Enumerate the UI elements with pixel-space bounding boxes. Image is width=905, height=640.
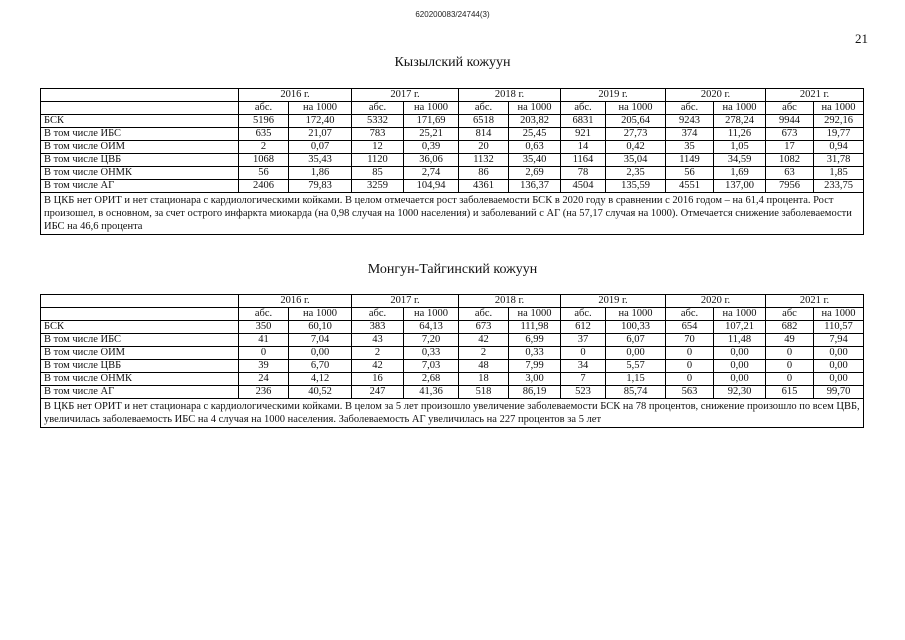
unit-header: абс.	[666, 308, 714, 321]
value-cell: 85,74	[606, 386, 666, 399]
value-cell: 60,10	[289, 321, 352, 334]
value-cell: 4361	[459, 180, 509, 193]
unit-header: на 1000	[509, 308, 561, 321]
value-cell: 236	[239, 386, 289, 399]
value-cell: 48	[459, 360, 509, 373]
value-cell: 233,75	[814, 180, 864, 193]
row-label: В том числе АГ	[41, 386, 239, 399]
value-cell: 0	[666, 373, 714, 386]
value-cell: 0	[766, 347, 814, 360]
row-label: В том числе ОНМК	[41, 167, 239, 180]
section-title-kyzyl: Кызылский кожуун	[394, 55, 511, 70]
unit-header: на 1000	[289, 102, 352, 115]
value-cell: 278,24	[714, 115, 766, 128]
value-cell: 39	[239, 360, 289, 373]
value-cell: 9243	[666, 115, 714, 128]
value-cell: 34	[561, 360, 606, 373]
value-cell: 0,00	[714, 347, 766, 360]
corner-cell	[41, 308, 239, 321]
year-header: 2021 г.	[766, 295, 864, 308]
value-cell: 41	[239, 334, 289, 347]
value-cell: 2	[352, 347, 404, 360]
unit-header: на 1000	[606, 308, 666, 321]
row-label: В том числе ЦВБ	[41, 360, 239, 373]
value-cell: 383	[352, 321, 404, 334]
value-cell: 814	[459, 128, 509, 141]
corner-cell	[41, 89, 239, 102]
value-cell: 6518	[459, 115, 509, 128]
row-label: В том числе АГ	[41, 180, 239, 193]
value-cell: 9944	[766, 115, 814, 128]
value-cell: 99,70	[814, 386, 864, 399]
value-cell: 0,00	[289, 347, 352, 360]
value-cell: 0,00	[714, 360, 766, 373]
summary-note: В ЦКБ нет ОРИТ и нет стационара с кардиологическими койками. В целом отмечается рост заболеваемости БСК в 2020 году в сравнении с 2016 годом – на 61,4 процента. Рост произошел, в основном, за счет острого инфаркта миокарда (на 0,98 случая на 1000 населения) и заболеваний с АГ (на 57,17 случая на 1000). Отмечается снижение заболеваемости ИБС на 46,6 процента	[41, 193, 864, 235]
value-cell: 110,57	[814, 321, 864, 334]
value-cell: 682	[766, 321, 814, 334]
value-cell: 203,82	[509, 115, 561, 128]
value-cell: 12	[352, 141, 404, 154]
value-cell: 3,00	[509, 373, 561, 386]
value-cell: 2	[239, 141, 289, 154]
unit-header: абс.	[352, 102, 404, 115]
value-cell: 1,85	[814, 167, 864, 180]
table-row	[41, 128, 864, 141]
value-cell: 921	[561, 128, 606, 141]
value-cell: 42	[459, 334, 509, 347]
value-cell: 1,86	[289, 167, 352, 180]
table-row	[41, 167, 864, 180]
incidence-table-kyzyl	[40, 88, 864, 235]
value-cell: 111,98	[509, 321, 561, 334]
value-cell: 6,99	[509, 334, 561, 347]
value-cell: 4,12	[289, 373, 352, 386]
value-cell: 100,33	[606, 321, 666, 334]
value-cell: 4504	[561, 180, 606, 193]
year-header: 2016 г.	[239, 295, 352, 308]
value-cell: 783	[352, 128, 404, 141]
value-cell: 136,37	[509, 180, 561, 193]
value-cell: 21,07	[289, 128, 352, 141]
value-cell: 0,33	[404, 347, 459, 360]
value-cell: 70	[666, 334, 714, 347]
unit-header: абс.	[459, 308, 509, 321]
value-cell: 0	[561, 347, 606, 360]
value-cell: 2,35	[606, 167, 666, 180]
value-cell: 11,48	[714, 334, 766, 347]
year-header: 2019 г.	[561, 295, 666, 308]
table-row	[41, 180, 864, 193]
value-cell: 41,36	[404, 386, 459, 399]
table-row	[41, 373, 864, 386]
value-cell: 56	[239, 167, 289, 180]
value-cell: 37	[561, 334, 606, 347]
value-cell: 563	[666, 386, 714, 399]
value-cell: 104,94	[404, 180, 459, 193]
value-cell: 673	[766, 128, 814, 141]
unit-header: на 1000	[289, 308, 352, 321]
value-cell: 1,05	[714, 141, 766, 154]
value-cell: 654	[666, 321, 714, 334]
page-number: 21	[855, 31, 868, 46]
value-cell: 78	[561, 167, 606, 180]
unit-header: на 1000	[509, 102, 561, 115]
value-cell: 6,70	[289, 360, 352, 373]
year-header: 2021 г.	[766, 89, 864, 102]
value-cell: 0	[766, 360, 814, 373]
value-cell: 16	[352, 373, 404, 386]
value-cell: 6,07	[606, 334, 666, 347]
value-cell: 2	[459, 347, 509, 360]
note-row	[41, 399, 864, 428]
unit-header: абс.	[239, 102, 289, 115]
value-cell: 20	[459, 141, 509, 154]
year-header-row	[41, 89, 864, 102]
value-cell: 6831	[561, 115, 606, 128]
row-label: БСК	[41, 115, 239, 128]
unit-header: на 1000	[714, 308, 766, 321]
row-label: В том числе ОНМК	[41, 373, 239, 386]
table-row	[41, 360, 864, 373]
value-cell: 25,21	[404, 128, 459, 141]
value-cell: 0	[239, 347, 289, 360]
value-cell: 24	[239, 373, 289, 386]
row-label: В том числе ИБС	[41, 128, 239, 141]
value-cell: 137,00	[714, 180, 766, 193]
value-cell: 34,59	[714, 154, 766, 167]
value-cell: 27,73	[606, 128, 666, 141]
row-label: В том числе ОИМ	[41, 347, 239, 360]
summary-note: В ЦКБ нет ОРИТ и нет стационара с кардиологическими койками. В целом за 5 лет произошло увеличение заболеваемости БСК на 78 процентов, снижение произошло по всем ЦВБ, увеличилась заболеваемость ИБС на 4 случая на 1000 населения. Заболеваемость АГ увеличилась на 227 процентов за 5 лет	[41, 399, 864, 428]
value-cell: 25,45	[509, 128, 561, 141]
table-row	[41, 386, 864, 399]
row-label: В том числе ИБС	[41, 334, 239, 347]
value-cell: 612	[561, 321, 606, 334]
unit-header: абс.	[666, 102, 714, 115]
value-cell: 5196	[239, 115, 289, 128]
value-cell: 0,07	[289, 141, 352, 154]
value-cell: 0,42	[606, 141, 666, 154]
value-cell: 1149	[666, 154, 714, 167]
value-cell: 0,00	[714, 373, 766, 386]
value-cell: 0	[666, 347, 714, 360]
value-cell: 1120	[352, 154, 404, 167]
year-header: 2018 г.	[459, 295, 561, 308]
value-cell: 7,04	[289, 334, 352, 347]
value-cell: 3259	[352, 180, 404, 193]
value-cell: 247	[352, 386, 404, 399]
unit-header: на 1000	[606, 102, 666, 115]
value-cell: 2,74	[404, 167, 459, 180]
value-cell: 1,69	[714, 167, 766, 180]
value-cell: 35,04	[606, 154, 666, 167]
value-cell: 350	[239, 321, 289, 334]
value-cell: 86,19	[509, 386, 561, 399]
unit-header: абс.	[561, 102, 606, 115]
value-cell: 673	[459, 321, 509, 334]
value-cell: 7	[561, 373, 606, 386]
value-cell: 1,15	[606, 373, 666, 386]
table-row	[41, 154, 864, 167]
value-cell: 18	[459, 373, 509, 386]
value-cell: 205,64	[606, 115, 666, 128]
value-cell: 374	[666, 128, 714, 141]
year-header: 2016 г.	[239, 89, 352, 102]
value-cell: 172,40	[289, 115, 352, 128]
value-cell: 0,00	[814, 360, 864, 373]
table-row	[41, 321, 864, 334]
value-cell: 1132	[459, 154, 509, 167]
value-cell: 64,13	[404, 321, 459, 334]
unit-header: абс.	[239, 308, 289, 321]
value-cell: 7,99	[509, 360, 561, 373]
value-cell: 49	[766, 334, 814, 347]
unit-header: на 1000	[714, 102, 766, 115]
value-cell: 35,43	[289, 154, 352, 167]
value-cell: 635	[239, 128, 289, 141]
unit-header: абс.	[352, 308, 404, 321]
value-cell: 63	[766, 167, 814, 180]
unit-header: абс	[766, 308, 814, 321]
year-header: 2018 г.	[459, 89, 561, 102]
value-cell: 36,06	[404, 154, 459, 167]
value-cell: 4551	[666, 180, 714, 193]
value-cell: 518	[459, 386, 509, 399]
table-row	[41, 141, 864, 154]
value-cell: 615	[766, 386, 814, 399]
value-cell: 1164	[561, 154, 606, 167]
value-cell: 35	[666, 141, 714, 154]
row-label: В том числе ЦВБ	[41, 154, 239, 167]
value-cell: 14	[561, 141, 606, 154]
value-cell: 92,30	[714, 386, 766, 399]
unit-header: абс.	[459, 102, 509, 115]
value-cell: 171,69	[404, 115, 459, 128]
unit-header: абс.	[561, 308, 606, 321]
unit-header: на 1000	[814, 308, 864, 321]
value-cell: 2,68	[404, 373, 459, 386]
value-cell: 5,57	[606, 360, 666, 373]
unit-header: на 1000	[404, 102, 459, 115]
value-cell: 2,69	[509, 167, 561, 180]
value-cell: 523	[561, 386, 606, 399]
value-cell: 1082	[766, 154, 814, 167]
year-header: 2020 г.	[666, 89, 766, 102]
value-cell: 42	[352, 360, 404, 373]
year-header: 2017 г.	[352, 295, 459, 308]
value-cell: 0,94	[814, 141, 864, 154]
year-header: 2019 г.	[561, 89, 666, 102]
value-cell: 17	[766, 141, 814, 154]
table-row	[41, 334, 864, 347]
value-cell: 11,26	[714, 128, 766, 141]
value-cell: 85	[352, 167, 404, 180]
value-cell: 7,03	[404, 360, 459, 373]
section-title-mongun-taiga: Монгун-Тайгинский кожуун	[367, 262, 538, 277]
value-cell: 31,78	[814, 154, 864, 167]
value-cell: 56	[666, 167, 714, 180]
value-cell: 0,63	[509, 141, 561, 154]
table-row	[41, 115, 864, 128]
value-cell: 19,77	[814, 128, 864, 141]
unit-header-row	[41, 102, 864, 115]
corner-cell	[41, 295, 239, 308]
year-header-row	[41, 295, 864, 308]
value-cell: 1068	[239, 154, 289, 167]
value-cell: 43	[352, 334, 404, 347]
year-header: 2020 г.	[666, 295, 766, 308]
value-cell: 0,00	[814, 373, 864, 386]
value-cell: 107,21	[714, 321, 766, 334]
value-cell: 79,83	[289, 180, 352, 193]
row-label: БСК	[41, 321, 239, 334]
value-cell: 0,00	[606, 347, 666, 360]
value-cell: 135,59	[606, 180, 666, 193]
year-header: 2017 г.	[352, 89, 459, 102]
unit-header-row	[41, 308, 864, 321]
unit-header: на 1000	[814, 102, 864, 115]
value-cell: 0,33	[509, 347, 561, 360]
value-cell: 0,00	[814, 347, 864, 360]
value-cell: 292,16	[814, 115, 864, 128]
unit-header: на 1000	[404, 308, 459, 321]
document-id: 620200083/24744(3)	[415, 10, 490, 19]
table-row	[41, 347, 864, 360]
row-label: В том числе ОИМ	[41, 141, 239, 154]
value-cell: 40,52	[289, 386, 352, 399]
value-cell: 2406	[239, 180, 289, 193]
value-cell: 0	[666, 360, 714, 373]
value-cell: 7,20	[404, 334, 459, 347]
value-cell: 35,40	[509, 154, 561, 167]
value-cell: 7956	[766, 180, 814, 193]
corner-cell	[41, 102, 239, 115]
unit-header: абс	[766, 102, 814, 115]
value-cell: 0,39	[404, 141, 459, 154]
note-row	[41, 193, 864, 235]
value-cell: 7,94	[814, 334, 864, 347]
value-cell: 5332	[352, 115, 404, 128]
value-cell: 86	[459, 167, 509, 180]
value-cell: 0	[766, 373, 814, 386]
incidence-table-mongun-taiga	[40, 294, 864, 428]
